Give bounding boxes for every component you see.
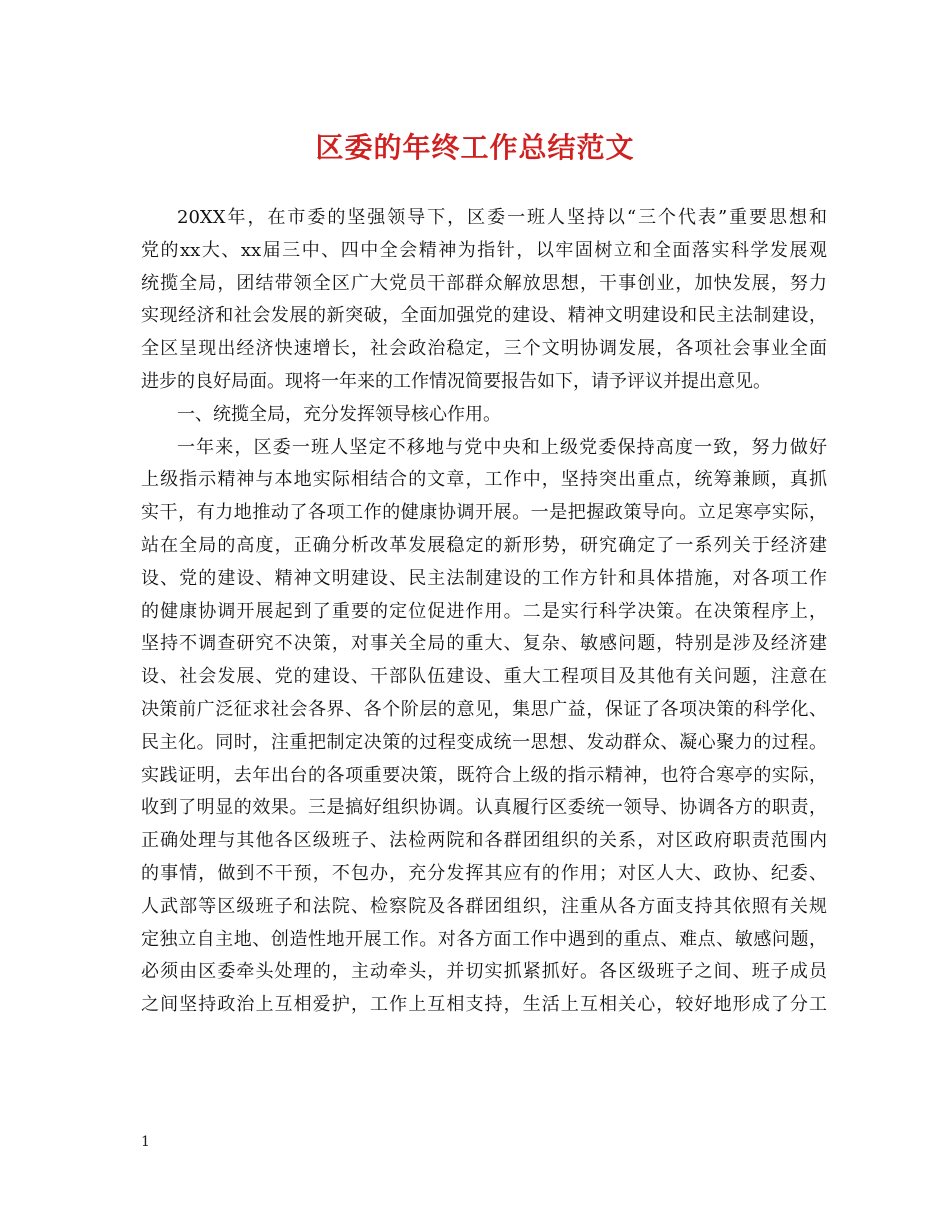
body-line: 设、党的建设、精神文明建设、民主法制建设的工作方针和具体措施，对各项工作 [141, 567, 827, 589]
page-number: 1 [141, 1134, 150, 1150]
body-line: 必须由区委牵头处理的，主动牵头，并切实抓紧抓好。各区级班子之间、班子成员 [141, 961, 827, 983]
body-line: 一年来，区委一班人坚定不移地与党中央和上级党委保持高度一致，努力做好 [177, 436, 827, 458]
body-line: 坚持不调查研究不决策，对事关全局的重大、复杂、敏感问题，特别是涉及经济建 [141, 633, 827, 655]
body-line: 人武部等区级班子和法院、检察院及各群团组织，注重从各方面支持其依照有关规 [141, 895, 827, 917]
body-line: 决策前广泛征求社会各界、各个阶层的意见，集思广益，保证了各项决策的科学化、 [141, 698, 827, 720]
body-line: 实践证明，去年出台的各项重要决策，既符合上级的指示精神，也符合寒亭的实际， [141, 764, 827, 786]
body-line: 定独立自主地、创造性地开展工作。对各方面工作中遇到的重点、难点、敏感问题， [141, 928, 827, 950]
body-line: 实现经济和社会发展的新突破，全面加强党的建设、精神文明建设和民主法制建设， [141, 305, 827, 327]
body-line: 收到了明显的效果。三是搞好组织协调。认真履行区委统一领导、协调各方的职责， [141, 797, 827, 819]
body-line: 统揽全局，团结带领全区广大党员干部群众解放思想，干事创业，加快发展，努力 [141, 272, 827, 294]
document-body [141, 202, 827, 1022]
body-line: 上级指示精神与本地实际相结合的文章，工作中，坚持突出重点，统筹兼顾，真抓 [141, 469, 827, 491]
body-line: 民主化。同时，注重把制定决策的过程变成统一思想、发动群众、凝心聚力的过程。 [141, 731, 827, 753]
body-line: 进步的良好局面。现将一年来的工作情况简要报告如下，请予评议并提出意见。 [141, 370, 771, 392]
body-line: 党的xx大、xx届三中、四中全会精神为指针，以牢固树立和全面落实科学发展观 [141, 239, 827, 261]
body-line: 的健康协调开展起到了重要的定位促进作用。二是实行科学决策。在决策程序上， [141, 600, 827, 622]
body-line: 的事情，做到不干预，不包办，充分发挥其应有的作用；对区人大、政协、纪委、 [141, 862, 827, 884]
document-title: 区委的年终工作总结范文 [315, 131, 635, 164]
body-line: 站在全局的高度，正确分析改革发展稳定的新形势，研究确定了一系列关于经济建 [141, 534, 827, 556]
body-line: 设、社会发展、党的建设、干部队伍建设、重大工程项目及其他有关问题，注意在 [141, 666, 827, 688]
body-line: 全区呈现出经济快速增长，社会政治稳定，三个文明协调发展，各项社会事业全面 [141, 338, 827, 360]
body-line: 正确处理与其他各区级班子、法检两院和各群团组织的关系，对区政府职责范围内 [141, 830, 827, 852]
body-line: 20XX年，在市委的坚强领导下，区委一班人坚持以“三个代表”重要思想和 [177, 207, 827, 228]
section-heading: 一、统揽全局，充分发挥领导核心作用。 [177, 403, 501, 425]
body-line: 实干，有力地推动了各项工作的健康协调开展。一是把握政策导向。立足寒亭实际， [141, 502, 827, 524]
body-line: 之间坚持政治上互相爱护，工作上互相支持，生活上互相关心，较好地形成了分工 [141, 994, 827, 1016]
